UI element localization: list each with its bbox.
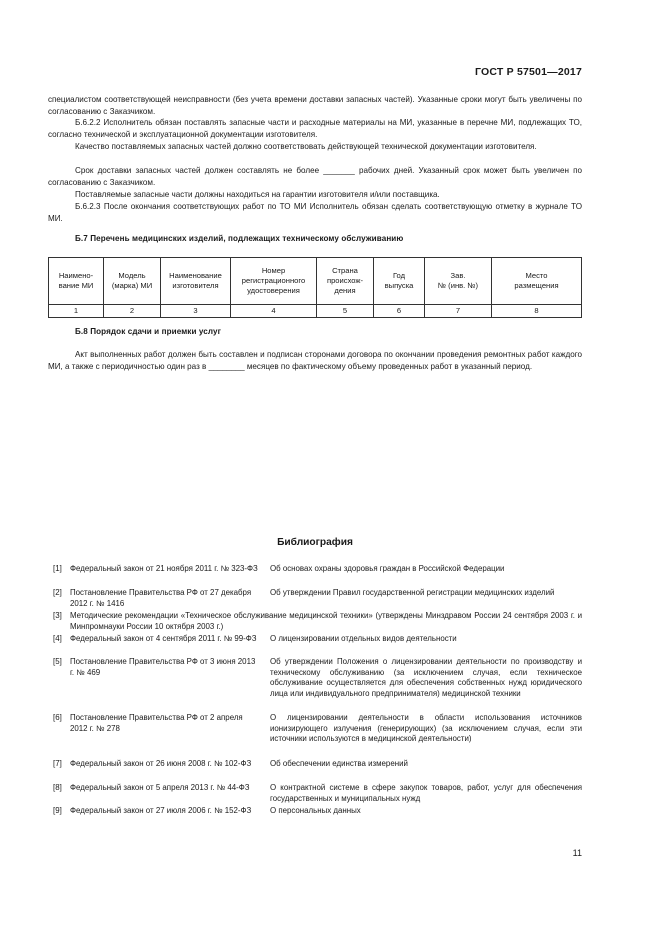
paragraph: Акт выполненных работ должен быть составлен и подписан сторонами договора по окончании проведения ремонтных работ каждого МИ, а также с периодичностью один раз в ________ месяцев по фактическому объему проведенных работ в указанный период. <box>48 350 582 371</box>
bib-entry-title: О лицензировании отдельных видов деятельности <box>270 634 457 643</box>
table-cell: 8 <box>492 305 582 318</box>
table-cell: 4 <box>231 305 317 318</box>
table-cell: 5 <box>317 305 374 318</box>
bib-entry-title: Об основах охраны здоровья граждан в Российской Федерации <box>270 564 505 573</box>
paragraph: Поставляемые запасные части должны находиться на гарантии изготовителя и/или поставщика. <box>75 190 440 199</box>
section-title-b7: Б.7 Перечень медицинских изделий, подлежащих техническому обслуживанию <box>75 234 404 243</box>
bib-entry-number: [1] <box>53 564 62 573</box>
bib-entry-number: [9] <box>53 806 62 815</box>
table-header-cell: Наименование изготовителя <box>161 258 231 305</box>
bib-entry-title: Об утверждении Правил государственной регистрации медицинских изделий <box>270 588 555 597</box>
bib-entry-number: [2] <box>53 588 62 597</box>
table-cell: 7 <box>425 305 492 318</box>
bib-entry-number: [4] <box>53 634 62 643</box>
bib-entry-source: Федеральный закон от 27 июля 2006 г. № 152-ФЗ <box>70 806 252 815</box>
table-cell: 3 <box>161 305 231 318</box>
bib-entry-number: [7] <box>53 759 62 768</box>
bib-entry-title: Об утверждении Положения о лицензировании деятельности по производству и техническому обслуживанию (за исключением случая, если техническое обслуживание осуществляется для обеспечения собственных нужд юридического лица или индивидуального предпринимателя) медицинской техники <box>270 657 582 699</box>
table-cell: 2 <box>104 305 161 318</box>
standard-header: ГОСТ Р 57501—2017 <box>474 66 582 78</box>
table-cell: 1 <box>49 305 104 318</box>
bib-entry-source: Федеральный закон от 5 апреля 2013 г. № 44-ФЗ <box>70 783 250 792</box>
bib-entry-source: Постановление Правительства РФ от 27 декабря 2012 г. № 1416 <box>70 588 252 608</box>
bib-entry-source: Постановление Правительства РФ от 2 апреля 2012 г. № 278 <box>70 713 243 733</box>
page-number: 11 <box>572 848 582 858</box>
table-header-cell: Наимено- вание МИ <box>49 258 104 305</box>
bib-entry-source: Постановление Правительства РФ от 3 июня 2013 г. № 469 <box>70 657 256 677</box>
table-cell: 6 <box>374 305 425 318</box>
section-title-b8: Б.8 Порядок сдачи и приемки услуг <box>75 327 222 336</box>
bib-entry-number: [5] <box>53 657 62 666</box>
bib-entry-number: [6] <box>53 713 62 722</box>
paragraph: Качество поставляемых запасных частей должно соответствовать действующей технической документации изготовителя. <box>75 142 537 151</box>
bib-entry-number: [8] <box>53 783 62 792</box>
bib-entry-text: Методические рекомендации «Техническое обслуживание медицинской техники» (утверждены Минздравом России 24 сентября 2003 г. и Минпромнауки России 10 октября 2003 г.) <box>70 611 582 631</box>
table-header-cell: Зав. № (инв. №) <box>425 258 492 305</box>
mi-table <box>48 257 582 318</box>
table-row <box>49 305 582 318</box>
bib-entry-title: О лицензировании деятельности в области использования источников ионизирующего излучения (генерирующих) (за исключением случая, если эти источники используются в медицинской деятельности) <box>270 713 582 744</box>
paragraph: Б.6.2.3 После окончания соответствующих работ по ТО МИ Исполнитель обязан сделать соответствующую отметку в журнале ТО МИ. <box>48 202 582 223</box>
bib-entry-source: Федеральный закон от 21 ноября 2011 г. № 323-ФЗ <box>70 564 258 573</box>
paragraph: Б.6.2.2 Исполнитель обязан поставлять запасные части и расходные материалы на МИ, указанные в перечне МИ, подлежащих ТО, согласно технической и эксплуатационной документации изготовителя. <box>48 118 582 139</box>
table-header-cell: Место размещения <box>492 258 582 305</box>
bib-entry-number: [3] <box>53 611 62 620</box>
bib-entry-title: Об обеспечении единства измерений <box>270 759 408 768</box>
paragraph: Срок доставки запасных частей должен составлять не более _______ рабочих дней. Указанный срок может быть увеличен по согласованию с Заказчиком. <box>48 166 582 187</box>
table-header-cell: Модель (марка) МИ <box>104 258 161 305</box>
table-header-row <box>49 258 582 305</box>
bib-entry-title: О персональных данных <box>270 806 361 815</box>
bib-entry-source: Федеральный закон от 26 июня 2008 г. № 102-ФЗ <box>70 759 252 768</box>
bib-entry-source: Федеральный закон от 4 сентября 2011 г. № 99-ФЗ <box>70 634 257 643</box>
table-header-cell: Страна происхож- дения <box>317 258 374 305</box>
table-header-cell: Год выпуска <box>374 258 425 305</box>
bibliography-title: Библиография <box>277 537 353 548</box>
table-header-cell: Номер регистрационного удостоверения <box>231 258 317 305</box>
bib-entry-title: О контрактной системе в сфере закупок товаров, работ, услуг для обеспечения государственных и муниципальных нужд <box>270 783 582 803</box>
paragraph: специалистом соответствующей неисправности (без учета времени доставки запасных частей). Указанные сроки могут быть увеличены по согласованию с Заказчиком. <box>48 95 582 116</box>
